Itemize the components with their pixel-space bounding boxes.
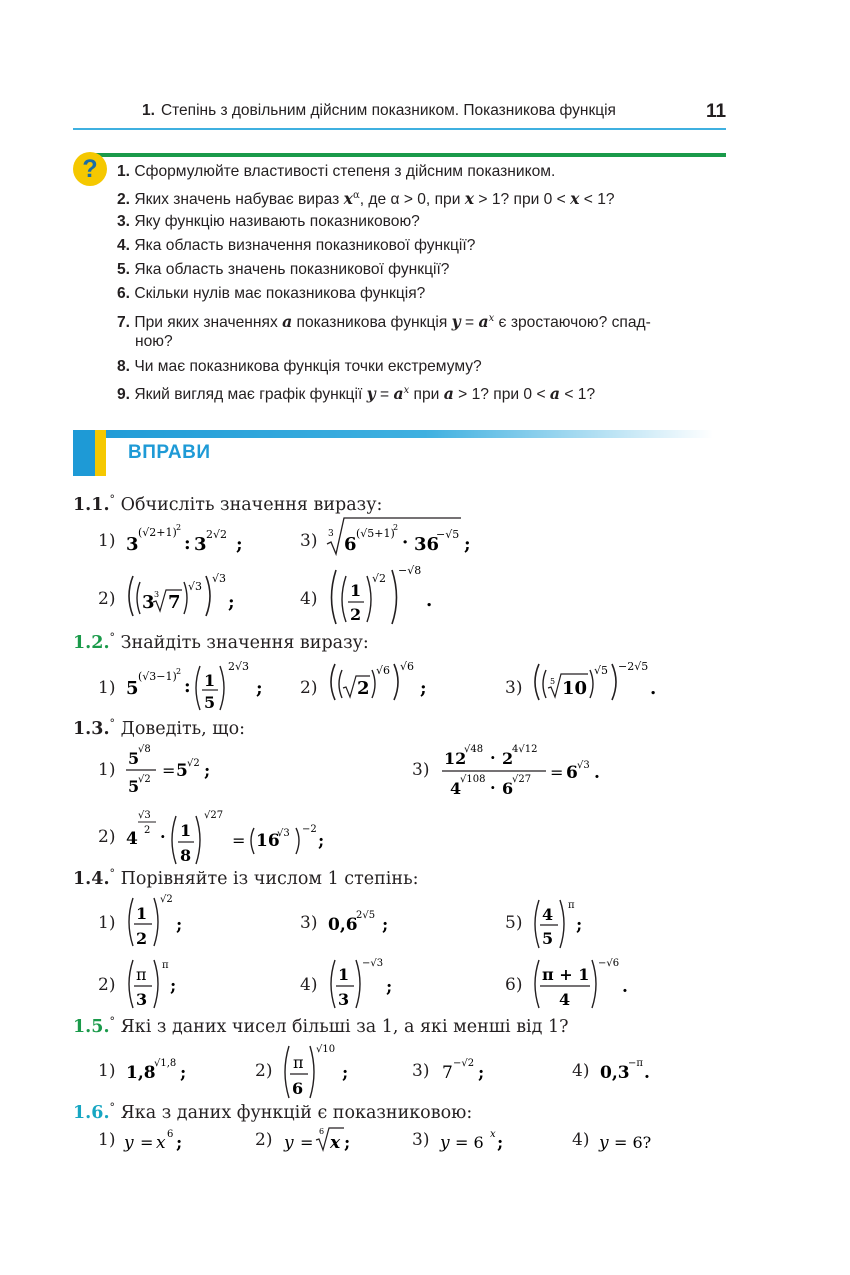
svg-text:6: 6	[502, 779, 514, 798]
svg-text:3: 3	[194, 534, 207, 555]
svg-text:.: .	[644, 1063, 650, 1083]
question-3: 3. Яку функцію називають показниковою?	[117, 213, 420, 230]
ex11-label-3: 3)	[300, 531, 318, 551]
svg-text:;: ;	[170, 976, 177, 996]
svg-text:π: π	[293, 1053, 304, 1072]
svg-text:0,6: 0,6	[328, 915, 358, 935]
formula-1-3-1	[124, 738, 244, 798]
formula-1-6-2	[282, 1122, 372, 1158]
section-stripe-blue	[73, 430, 95, 476]
svg-text:·: ·	[160, 827, 166, 846]
svg-text:2: 2	[357, 678, 370, 699]
inner-right-paren	[372, 670, 375, 698]
outer-right-paren	[392, 570, 397, 624]
svg-text:0,3: 0,3	[600, 1063, 630, 1083]
inner-right-paren	[367, 576, 371, 622]
svg-text:2: 2	[350, 605, 362, 624]
svg-text:4: 4	[450, 779, 462, 798]
ex14-label-2: 2)	[98, 975, 116, 995]
svg-text:(√3−1): (√3−1)	[138, 670, 177, 683]
svg-text:12: 12	[444, 749, 467, 768]
svg-text:2: 2	[176, 667, 182, 676]
svg-text:1: 1	[180, 821, 192, 840]
formula-1-6-3	[438, 1122, 518, 1158]
svg-text:5: 5	[204, 693, 216, 712]
ex14-label-6: 6)	[505, 975, 523, 995]
formula-1-3-3	[440, 738, 610, 800]
ex14-label-4: 4)	[300, 975, 318, 995]
exercise-1-3: 1.3.° Доведіть, що:	[73, 717, 246, 739]
svg-text:−√8: −√8	[398, 564, 422, 577]
svg-text:·: ·	[490, 778, 496, 797]
inner-left-paren	[137, 582, 140, 614]
ex16-label-1: 1)	[98, 1130, 116, 1150]
svg-text:√3: √3	[212, 572, 227, 585]
svg-text:3: 3	[142, 592, 155, 613]
svg-text:·: ·	[402, 532, 409, 553]
svg-text:;: ;	[204, 761, 211, 781]
inner-left-paren	[342, 576, 346, 622]
svg-text:√2: √2	[187, 758, 200, 769]
svg-text:5: 5	[176, 761, 188, 781]
svg-text:;: ;	[318, 831, 325, 851]
svg-text:4: 4	[559, 990, 571, 1009]
svg-text:;: ;	[386, 977, 393, 997]
svg-text:36: 36	[414, 534, 440, 555]
svg-text:x: x	[156, 1133, 166, 1153]
svg-text:;: ;	[382, 915, 389, 935]
svg-text:10: 10	[562, 678, 588, 699]
section-title: ВПРАВИ	[128, 442, 211, 463]
ex14-label-1: 1)	[98, 913, 116, 933]
formula-1-1-1	[124, 522, 264, 558]
inner-right-paren	[184, 582, 187, 614]
svg-text:5: 5	[128, 777, 140, 796]
svg-text:√2: √2	[372, 572, 387, 585]
svg-text:2: 2	[136, 929, 148, 948]
svg-text:y: y	[440, 1133, 450, 1153]
ex15-label-3: 3)	[412, 1061, 430, 1081]
outer-left-paren	[331, 664, 335, 700]
formula-1-3-2	[124, 804, 334, 866]
formula-1-1-3	[326, 514, 476, 558]
inner-left-paren	[339, 670, 342, 698]
svg-text:.: .	[650, 678, 657, 699]
ex15-label-2: 2)	[255, 1061, 273, 1081]
formula-1-4-6	[530, 952, 640, 1012]
question-2: 2. Яких значень набуває вираз $x^\alpha$, де α > 0, при x > 1? при 0 < x < 1?	[117, 189, 615, 208]
outer-left-paren	[535, 664, 539, 700]
svg-text:2: 2	[502, 749, 514, 768]
svg-text:8: 8	[180, 846, 192, 865]
ex15-label-1: 1)	[98, 1061, 116, 1081]
svg-text:;: ;	[342, 1063, 349, 1083]
formula-1-5-3	[440, 1050, 510, 1086]
svg-text:16: 16	[256, 831, 280, 851]
section-bar	[73, 430, 713, 438]
svg-text:1: 1	[338, 965, 350, 984]
outer-right-paren	[394, 664, 398, 700]
svg-text:3: 3	[328, 529, 334, 539]
svg-text:·: ·	[490, 748, 496, 767]
svg-text:−π: −π	[628, 1058, 643, 1069]
inner-right-paren	[590, 670, 593, 698]
right-paren	[196, 816, 200, 864]
svg-text:1: 1	[136, 904, 148, 923]
ex11-label-2: 2)	[98, 589, 116, 609]
svg-text:;: ;	[256, 678, 263, 699]
left-paren	[535, 960, 539, 1008]
question-4: 4. Яка область визначення показникової функції?	[117, 237, 476, 254]
svg-text:2√3: 2√3	[228, 660, 250, 673]
svg-text:π: π	[136, 965, 147, 984]
exercise-1-2: 1.2.° Знайдіть значення виразу:	[73, 631, 369, 653]
svg-text:−√2: −√2	[453, 1058, 475, 1069]
svg-text:√10: √10	[316, 1044, 336, 1055]
svg-text:(√2+1): (√2+1)	[138, 526, 177, 539]
svg-text:3: 3	[136, 990, 148, 1009]
svg-text:3: 3	[126, 534, 139, 555]
ex15-label-4: 4)	[572, 1061, 590, 1081]
svg-text:2√2: 2√2	[206, 528, 228, 541]
formula-1-4-2	[124, 956, 194, 1012]
right-paren	[592, 960, 596, 1008]
ex12-label-2: 2)	[300, 678, 318, 698]
svg-text:1,8: 1,8	[126, 1063, 156, 1083]
running-header	[142, 102, 616, 120]
ex16-label-2: 2)	[255, 1130, 273, 1150]
exercise-1-4: 1.4.° Порівняйте із числом 1 степінь:	[73, 867, 419, 889]
ex11-label-4: 4)	[300, 589, 318, 609]
svg-text:7: 7	[168, 592, 181, 613]
svg-text:2√5: 2√5	[356, 910, 376, 921]
svg-text:;: ;	[576, 915, 583, 935]
formula-1-4-3	[326, 902, 406, 938]
formula-1-5-4	[598, 1050, 668, 1086]
right-paren	[220, 666, 224, 710]
svg-text:;: ;	[464, 534, 471, 555]
formula-1-4-1	[124, 888, 204, 950]
ex13-label-3: 3)	[412, 760, 430, 780]
left-paren	[331, 960, 335, 1008]
left-paren	[251, 828, 254, 854]
svg-text:2: 2	[144, 825, 151, 836]
svg-text:=: =	[140, 1133, 154, 1152]
svg-text:√6: √6	[376, 664, 391, 677]
svg-text:6: 6	[566, 763, 578, 783]
formula-1-5-1	[124, 1050, 204, 1086]
svg-text:π + 1: π + 1	[542, 965, 590, 984]
svg-text:6: 6	[344, 534, 357, 555]
svg-text:y: y	[124, 1133, 134, 1153]
svg-text:−2: −2	[302, 824, 317, 835]
right-paren	[296, 828, 299, 854]
svg-text:4: 4	[542, 905, 554, 924]
svg-text::: :	[184, 676, 191, 697]
question-8: 8. Чи має показникова функція точки екстремуму?	[117, 358, 482, 375]
ex11-label-1: 1)	[98, 531, 116, 551]
svg-text:√3: √3	[138, 810, 151, 821]
formula-1-6-4	[597, 1122, 667, 1158]
right-paren	[154, 898, 158, 946]
section-stripe-yellow	[95, 430, 106, 476]
svg-text:1: 1	[350, 581, 362, 600]
svg-text:√3: √3	[577, 760, 590, 771]
svg-text:−√6: −√6	[598, 958, 620, 969]
svg-text:5: 5	[550, 677, 556, 686]
svg-text::: :	[184, 533, 191, 554]
svg-text:;: ;	[497, 1133, 504, 1153]
svg-text:5: 5	[126, 678, 139, 699]
svg-text:;: ;	[478, 1063, 485, 1083]
svg-text:6: 6	[167, 1129, 174, 1140]
question-mark-icon: ?	[73, 152, 107, 186]
svg-text:;: ;	[344, 1133, 351, 1153]
formula-1-4-5	[530, 896, 600, 950]
svg-text:π: π	[568, 900, 575, 911]
inner-left-paren	[543, 670, 546, 698]
left-paren	[535, 900, 539, 948]
svg-text:;: ;	[176, 915, 183, 935]
ex16-label-4: 4)	[572, 1130, 590, 1150]
questions-rule	[95, 153, 726, 157]
svg-text:= 6: = 6	[455, 1133, 484, 1152]
svg-text:;: ;	[420, 678, 427, 699]
exercise-1-6: 1.6.° Яка з даних функцій є показниковою:	[73, 1101, 473, 1123]
svg-text:√6: √6	[400, 660, 415, 673]
svg-text:4: 4	[126, 829, 138, 849]
right-paren	[310, 1046, 314, 1098]
svg-text:√27: √27	[512, 774, 532, 785]
svg-text:√8: √8	[138, 744, 151, 755]
outer-left-paren	[129, 576, 133, 616]
exercise-1-1: 1.1.° Обчисліть значення виразу:	[73, 493, 383, 515]
svg-text:.: .	[622, 977, 628, 997]
ex13-label-1: 1)	[98, 760, 116, 780]
ex16-label-3: 3)	[412, 1130, 430, 1150]
header-rule	[73, 128, 726, 130]
chapter-number: 1.	[142, 102, 155, 119]
svg-text:√3: √3	[188, 580, 203, 593]
svg-text:√48: √48	[464, 744, 484, 755]
formula-1-2-2	[326, 660, 436, 706]
svg-text:;: ;	[180, 1063, 187, 1083]
svg-text:√1,8: √1,8	[154, 1058, 177, 1069]
svg-text:−√3: −√3	[362, 958, 384, 969]
svg-text:√108: √108	[460, 774, 486, 785]
right-paren	[560, 900, 564, 948]
svg-text:π: π	[162, 960, 169, 971]
svg-text:;: ;	[236, 534, 243, 555]
svg-text:√2: √2	[138, 774, 151, 785]
chapter-title: Степінь з довільним дійсним показником. Показникова функція	[160, 102, 616, 119]
svg-text:=: =	[550, 763, 564, 782]
svg-text:x: x	[490, 1129, 496, 1140]
left-paren	[129, 898, 133, 946]
svg-text:(√5+1): (√5+1)	[356, 527, 395, 540]
svg-text:6: 6	[292, 1079, 304, 1098]
question-6: 6. Скільки нулів має показникова функція?	[117, 285, 426, 302]
ex14-label-3: 3)	[300, 913, 318, 933]
svg-text:;: ;	[228, 592, 235, 613]
formula-1-2-1	[124, 652, 274, 712]
svg-text:=: =	[232, 831, 246, 850]
left-paren	[172, 816, 176, 864]
outer-right-paren	[612, 664, 616, 700]
formula-1-2-3	[530, 660, 665, 706]
svg-text:4√12: 4√12	[512, 744, 538, 755]
formula-1-1-4	[326, 562, 446, 626]
svg-text:=: =	[300, 1133, 314, 1152]
left-paren	[196, 666, 200, 710]
svg-text:√5: √5	[594, 664, 609, 677]
formula-1-6-1	[122, 1122, 202, 1158]
outer-right-paren	[206, 576, 210, 616]
question-7: 7. При яких значеннях a показникова функція $y = a^x$ є зростаючою? спад-	[117, 312, 651, 331]
svg-text:3: 3	[338, 990, 350, 1009]
exercise-1-5: 1.5.° Які з даних чисел більші за 1, а які менші від 1?	[73, 1015, 569, 1037]
svg-text:√3: √3	[277, 828, 290, 839]
svg-text:x: x	[330, 1133, 341, 1153]
svg-text:;: ;	[176, 1133, 183, 1153]
formula-1-1-2	[124, 568, 244, 620]
ex13-label-2: 2)	[98, 827, 116, 847]
formula-1-4-4	[326, 952, 406, 1012]
right-paren	[154, 960, 158, 1008]
svg-text:2: 2	[393, 523, 399, 532]
svg-text:y: y	[599, 1133, 609, 1153]
question-1: 1. Сформулюйте властивості степеня з дійсним показником.	[117, 163, 556, 180]
question-5: 5. Яка область значень показникової функції?	[117, 261, 450, 278]
svg-text:= 6?: = 6?	[614, 1133, 652, 1152]
svg-text:5: 5	[542, 929, 554, 948]
svg-text:=: =	[162, 761, 176, 780]
question-9: 9. Який вигляд має графік функції $y = a^x$ при a > 1? при 0 < a < 1?	[117, 384, 596, 403]
svg-text:−2√5: −2√5	[618, 660, 649, 673]
svg-text:7: 7	[442, 1063, 453, 1083]
svg-text:√27: √27	[204, 810, 224, 821]
svg-text:6: 6	[319, 1127, 325, 1136]
ex12-label-1: 1)	[98, 678, 116, 698]
svg-text:5: 5	[128, 749, 140, 768]
formula-1-5-2	[280, 1038, 360, 1100]
svg-text:.: .	[426, 590, 433, 611]
ex14-label-5: 5)	[505, 913, 523, 933]
svg-text:√2: √2	[160, 894, 173, 905]
question-7-continuation: ною?	[135, 333, 173, 350]
outer-left-paren	[332, 570, 337, 624]
svg-text:.: .	[594, 763, 600, 783]
right-paren	[356, 960, 360, 1008]
svg-text:−√5: −√5	[436, 528, 460, 541]
svg-text:2: 2	[176, 523, 182, 532]
ex12-label-3: 3)	[505, 678, 523, 698]
svg-text:1: 1	[204, 671, 216, 690]
left-paren	[285, 1046, 289, 1098]
svg-text:y: y	[284, 1133, 294, 1153]
left-paren	[129, 960, 133, 1008]
page-number: 11	[706, 101, 727, 122]
svg-text:3: 3	[154, 590, 160, 599]
